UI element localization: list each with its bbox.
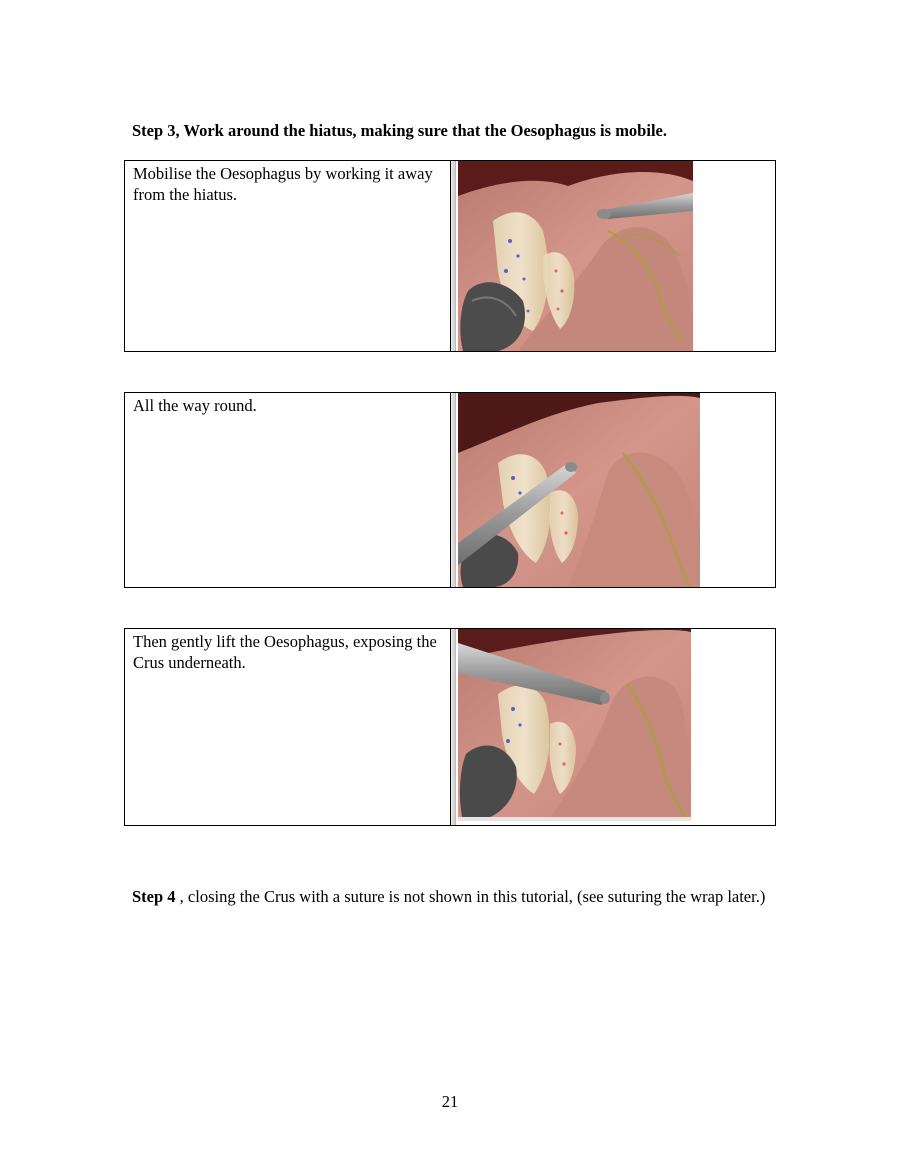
image-gutter: [451, 393, 456, 587]
surgical-simulation-image-3: [458, 629, 691, 821]
step-row-3-text: Then gently lift the Oesophagus, exposing the Crus underneath.: [125, 629, 451, 825]
step-row-1-text: Mobilise the Oesophagus by working it away from the hiatus.: [125, 161, 451, 351]
step3-heading: Step 3, Work around the hiatus, making sure that the Oesophagus is mobile.: [132, 121, 667, 140]
step-row-1-image-cell: [451, 161, 775, 351]
image-gutter: [451, 629, 456, 825]
surgical-simulation-image-1: [458, 161, 693, 351]
step-row-3: [124, 628, 776, 826]
step-row-3-image-cell: [451, 629, 775, 825]
surgical-simulation-image-2: [458, 393, 700, 587]
step-row-1: [124, 160, 776, 352]
step4-label: Step 4: [132, 887, 176, 906]
step4-text: , closing the Crus with a suture is not shown in this tutorial, (see suturing the wrap later.): [175, 887, 766, 906]
step-row-2-image-cell: [451, 393, 775, 587]
step-row-2-text: All the way round.: [125, 393, 451, 587]
step-row-2: [124, 392, 776, 588]
step4-paragraph: [132, 886, 782, 907]
page-number: 21: [441, 1092, 459, 1111]
image-gutter: [451, 161, 456, 351]
